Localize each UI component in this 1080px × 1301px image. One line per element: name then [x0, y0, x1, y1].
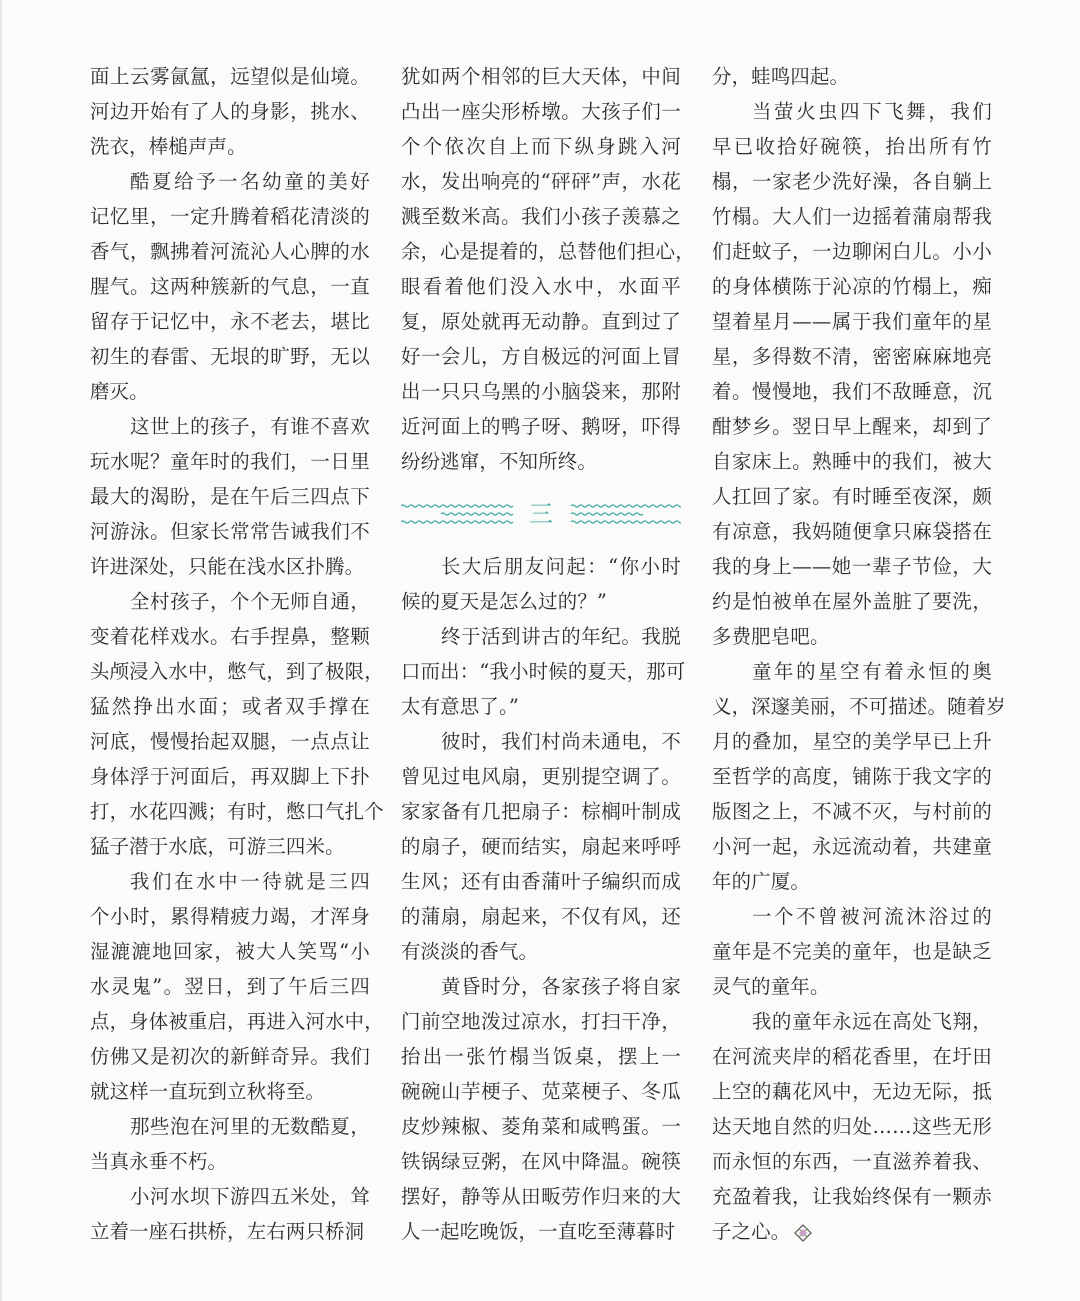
- text-line: 最大的渴盼，是在午后三四点下: [90, 485, 370, 508]
- text-line: 碗碗山芋梗子、苋菜梗子、冬瓜: [401, 1080, 681, 1103]
- text-line: 终于活到讲古的年纪。我脱: [441, 625, 681, 648]
- text-line: 人一起吃晚饭，一直吃至薄暮时: [401, 1220, 676, 1243]
- text-line: 达天地自然的归处……这些无形: [712, 1115, 992, 1138]
- text-line: 湿漉漉地回家，被大人笑骂“小: [90, 940, 370, 963]
- column-2: [401, 59, 695, 1249]
- text-line: 而永恒的东西，一直滋养着我、: [712, 1150, 992, 1173]
- text-line: 变着花样戏水。右手捏鼻，整颗: [90, 625, 370, 648]
- text-line: 身体浮于河面后，再双脚上下扑: [90, 765, 370, 788]
- section-number: 三: [529, 500, 553, 528]
- text-line: 早已收拾好碗筷，抬出所有竹: [712, 135, 992, 158]
- paragraph: [712, 94, 992, 654]
- text-line: 酷夏给予一名幼童的美好: [130, 170, 370, 193]
- diamond-end-mark-icon: [794, 1224, 812, 1242]
- text-line: 年的广厦。: [712, 870, 810, 893]
- text-line: 凸出一座尖形桥墩。大孩子们一: [401, 100, 681, 123]
- text-line: 初生的春雷、无垠的旷野，无以: [90, 345, 370, 368]
- text-line: 记忆里，一定升腾着稻花清淡的: [90, 205, 370, 228]
- text-line: 自家床上。熟睡中的我们，被大: [712, 450, 992, 473]
- column-1: [90, 59, 384, 1249]
- text-line: 出一只只乌黑的小脑袋来，那附: [401, 380, 681, 403]
- text-line: 约是怕被单在屋外盖脏了要洗，: [712, 590, 992, 613]
- text-line: 香气，飘拂着河流沁人心脾的水: [90, 240, 370, 263]
- text-line: 黄昏时分，各家孩子将自家: [441, 975, 681, 998]
- text-line: 腥气。这两种簇新的气息，一直: [90, 275, 370, 298]
- paragraph: [90, 409, 370, 584]
- text-line: 月的叠加，星空的美学早已上升: [712, 730, 992, 753]
- paragraph: [90, 164, 370, 409]
- text-line: 抬出一张竹榻当饭桌，摆上一: [401, 1045, 681, 1068]
- column-3: [712, 59, 1006, 1249]
- text-line: 小河水坝下游四五米处，耸: [130, 1185, 370, 1208]
- paragraph: [90, 1109, 370, 1179]
- text-line: 分，蛙鸣四起。: [712, 65, 850, 88]
- text-line: 我们在水中一待就是三四: [130, 870, 370, 893]
- text-line: 我的身上——她一辈子节俭，大: [712, 555, 992, 578]
- text-line: 河游泳。但家长常常告诫我们不: [90, 520, 370, 543]
- text-line: 点，身体被重启，再进入河水中，: [90, 1010, 384, 1033]
- text-line: 在河流夹岸的稻花香里，在圩田: [712, 1045, 992, 1068]
- text-line: 玩水呢？童年时的我们，一日里: [90, 450, 370, 473]
- text-line: 近河面上的鸭子呀、鹅呀，吓得: [401, 415, 681, 438]
- paragraph: [90, 584, 384, 864]
- text-line: 榻，一家老少洗好澡，各自躺上: [712, 170, 992, 193]
- text-line: 皮炒辣椒、菱角菜和咸鸭蛋。一: [401, 1115, 681, 1138]
- paragraph: [401, 724, 681, 969]
- text-line: 打，水花四溅；有时，憋口气扎个: [90, 800, 384, 823]
- text-line: 水灵鬼”。翌日，到了午后三四: [90, 975, 370, 998]
- text-line: 着。慢慢地，我们不敌睡意，沉: [712, 380, 992, 403]
- text-line: 有淡淡的香气。: [401, 940, 539, 963]
- paragraph: [90, 59, 370, 164]
- text-line: 眼看着他们没入水中，水面平: [401, 275, 681, 298]
- text-line: 许进深处，只能在浅水区扑腾。: [90, 555, 365, 578]
- paragraph: [401, 619, 686, 724]
- text-line: 余，心是提着的，总替他们担心，: [401, 240, 695, 263]
- text-line: 摆好，静等从田畈劳作归来的大: [401, 1185, 681, 1208]
- text-line: 童年的星空有着永恒的奥: [752, 660, 992, 683]
- text-line: 竹榻。大人们一边摇着蒲扇帮我: [712, 205, 992, 228]
- section-heading: [401, 479, 681, 549]
- text-line: 河底，慢慢抬起双腿，一点点让: [90, 730, 370, 753]
- paragraph: [712, 59, 992, 94]
- text-line: 童年是不完美的童年，也是缺乏: [712, 940, 992, 963]
- paragraph: [401, 549, 681, 619]
- text-line: 头颅浸入水中，憋气，到了极限，: [90, 660, 384, 683]
- text-line: 当萤火虫四下飞舞，我们: [752, 100, 992, 123]
- text-line: 至哲学的高度，铺陈于我文字的: [712, 765, 992, 788]
- paragraph: [712, 1004, 992, 1249]
- text-line: 全村孩子，个个无师自通，: [130, 590, 370, 613]
- text-line: 的身体横陈于沁凉的竹榻上，痴: [712, 275, 992, 298]
- text-line: 纷纷逃窜，不知所终。: [401, 450, 597, 473]
- text-line: 复，原处就再无动静。直到过了: [401, 310, 681, 333]
- text-line: 铁锅绿豆粥，在风中降温。碗筷: [401, 1150, 681, 1173]
- text-line: 立着一座石拱桥，左右两只桥洞: [90, 1220, 365, 1243]
- text-line: 仿佛又是初次的新鲜奇异。我们: [90, 1045, 370, 1068]
- text-line: 长大后朋友问起：“你小时: [441, 555, 681, 578]
- text-line: 充盈着我，让我始终保有一颗赤: [712, 1185, 992, 1208]
- text-line: 我的童年永远在高处飞翔，: [752, 1010, 992, 1033]
- text-line: 就这样一直玩到立秋将至。: [90, 1080, 326, 1103]
- text-line: 个小时，累得精疲力竭，才浑身: [90, 905, 370, 928]
- text-line: 的蒲扇，扇起来，不仅有风，还: [401, 905, 681, 928]
- paragraph: [712, 654, 1006, 899]
- text-line: 人扛回了家。有时睡至夜深，颇: [712, 485, 992, 508]
- text-line: 曾见过电风扇，更别提空调了。: [401, 765, 681, 788]
- text-line: 的扇子，硬而结实，扇起来呼呼: [401, 835, 681, 858]
- paragraph: [401, 59, 695, 479]
- text-line: 灵气的童年。: [712, 975, 830, 998]
- paragraph: [401, 969, 681, 1249]
- text-line: 子之心。: [712, 1214, 992, 1249]
- text-line: 留存于记忆中，永不老去，堪比: [90, 310, 370, 333]
- paragraph: [712, 899, 992, 1004]
- text-line: 这世上的孩子，有谁不喜欢: [130, 415, 370, 438]
- text-line: 有凉意，我妈随便拿只麻袋搭在: [712, 520, 992, 543]
- text-line: 犹如两个相邻的巨大天体，中间: [401, 65, 681, 88]
- text-line: 一个不曾被河流沐浴过的: [752, 905, 992, 928]
- text-line: 河边开始有了人的身影，挑水、: [90, 100, 370, 123]
- text-line: 彼时，我们村尚未通电，不: [441, 730, 681, 753]
- text-line: 多费肥皂吧。: [712, 625, 830, 648]
- text-line: 磨灭。: [90, 380, 149, 403]
- text-line: 溅至数米高。我们小孩子羡慕之: [401, 205, 681, 228]
- text-line: 版图之上，不减不灭，与村前的: [712, 800, 992, 823]
- text-line: 个个依次自上而下纵身跳入河: [401, 135, 681, 158]
- text-line: 那些泡在河里的无数酷夏，: [130, 1115, 370, 1138]
- text-line: 小河一起，永远流动着，共建童: [712, 835, 992, 858]
- text-line: 口而出：“我小时候的夏天，那可: [401, 660, 686, 683]
- text-line: 们赶蚊子，一边聊闲白儿。小小: [712, 240, 992, 263]
- text-line: 猛子潜于水底，可游三四米。: [90, 835, 345, 858]
- text-line: 酣梦乡。翌日早上醒来，却到了: [712, 415, 992, 438]
- paragraph: [90, 1179, 370, 1249]
- text-line: 太有意思了。”: [401, 695, 519, 718]
- text-line: 好一会儿，方自极远的河面上冒: [401, 345, 681, 368]
- text-line: 望着星月——属于我们童年的星: [712, 310, 992, 333]
- text-line: 生风；还有由香蒲叶子编织而成: [401, 870, 681, 893]
- text-line: 当真永垂不朽。: [90, 1150, 228, 1173]
- text-line: 候的夏天是怎么过的？”: [401, 590, 608, 613]
- text-line: 星，多得数不清，密密麻麻地亮: [712, 345, 992, 368]
- text-line: 义，深邃美丽，不可描述。随着岁: [712, 695, 1006, 718]
- text-line: 猛然挣出水面；或者双手撑在: [90, 695, 370, 718]
- text-line: 上空的藕花风中，无边无际，抵: [712, 1080, 992, 1103]
- text-line: 家家备有几把扇子：棕榈叶制成: [401, 800, 681, 823]
- text-line: 门前空地泼过凉水，打扫干净，: [401, 1010, 681, 1033]
- text-line: 水，发出响亮的“砰砰”声，水花: [401, 170, 681, 193]
- text-line: 面上云雾氤氲，远望似是仙境。: [90, 65, 370, 88]
- text-line: 洗衣，棒槌声声。: [90, 135, 247, 158]
- paragraph: [90, 864, 384, 1109]
- page-edge: [0, 0, 2, 1301]
